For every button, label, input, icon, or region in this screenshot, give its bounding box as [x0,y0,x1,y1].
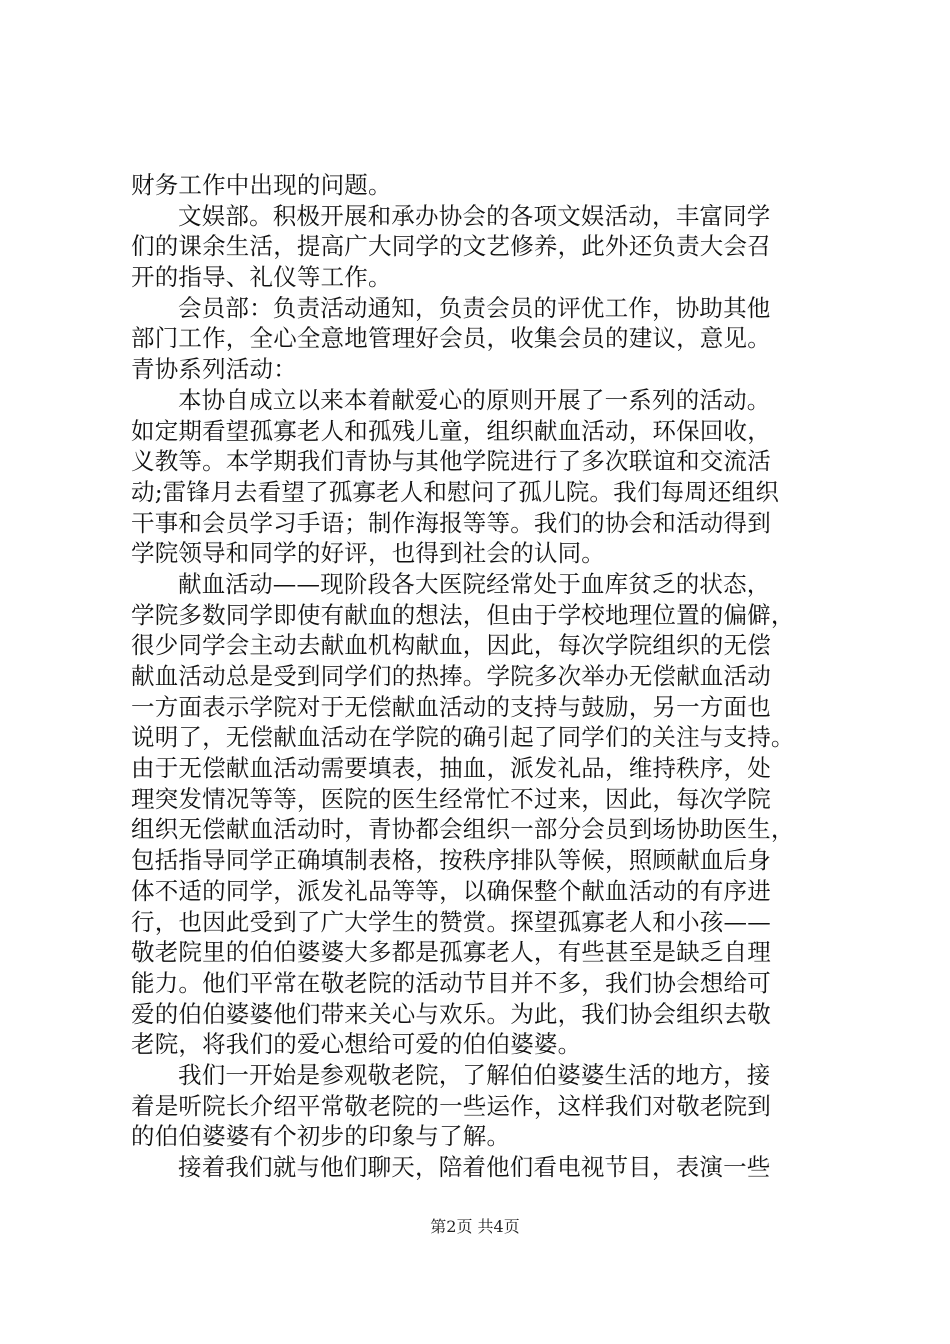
text-line: 爱的伯伯婆婆他们带来关心与欢乐。为此，我们协会组织去敬 [131,999,771,1028]
text-line: 青协系列活动： [131,355,297,384]
text-line: 老院，将我们的爱心想给可爱的伯伯婆婆。 [131,1030,582,1059]
text-line: 财务工作中出现的问题。 [131,171,392,199]
text-line: 文娱部。积极开展和承办协会的各项文娱活动，丰富同学 [178,201,771,230]
text-line: 体不适的同学，派发礼品等等，以确保整个献血活动的有序进 [131,876,771,905]
text-line: 组织无偿献血活动时，青协都会组织一部分会员到场协助医生， [131,815,795,844]
text-line: 接着我们就与他们聊天，陪着他们看电视节目，表演一些 [178,1153,771,1181]
text-line: 说明了，无偿献血活动在学院的确引起了同学们的关注与支持。 [131,723,795,752]
text-line: 很少同学会主动去献血机构献血，因此，每次学院组织的无偿 [131,631,771,660]
page-footer: 第2页 共4页 [430,1217,520,1236]
text-line: 开的指导、礼仪等工作。 [131,263,392,292]
text-line: 学院多数同学即使有献血的想法，但由于学校地理位置的偏僻， [131,600,795,629]
text-line: 会员部：负责活动通知，负责会员的评优工作，协助其他 [178,293,771,322]
text-line: 干事和会员学习手语；制作海报等等。我们的协会和活动得到 [131,508,771,537]
text-line: 义教等。本学期我们青协与其他学院进行了多次联谊和交流活 [131,447,771,476]
text-line: 献血活动总是受到同学们的热捧。学院多次举办无偿献血活动 [131,662,771,690]
document-body [131,170,831,1183]
text-line: 献血活动——现阶段各大医院经常处于血库贫乏的状态， [178,569,771,598]
text-line: 的伯伯婆婆有个初步的印象与了解。 [131,1122,511,1151]
text-line: 敬老院里的伯伯婆婆大多都是孤寡老人，有些甚至是缺乏自理 [131,938,771,967]
text-line: 部门工作，全心全意地管理好会员，收集会员的建议，意见。 [131,324,771,353]
text-line: 我们一开始是参观敬老院，了解伯伯婆婆生活的地方，接 [178,1060,771,1089]
text-line: 如定期看望孤寡老人和孤残儿童，组织献血活动，环保回收， [131,416,771,445]
text-line: 一方面表示学院对于无偿献血活动的支持与鼓励，另一方面也 [131,692,771,721]
text-line: 们的课余生活，提高广大同学的文艺修养，此外还负责大会召 [131,232,771,261]
text-line: 包括指导同学正确填制表格，按秩序排队等候，照顾献血后身 [131,846,771,875]
text-line: 由于无偿献血活动需要填表，抽血，派发礼品，维持秩序，处 [131,754,771,783]
text-line: 行，也因此受到了广大学生的赞赏。探望孤寡老人和小孩—— [131,907,771,936]
text-line: 学院领导和同学的好评，也得到社会的认同。 [131,539,605,568]
text-line: 着是听院长介绍平常敬老院的一些运作，这样我们对敬老院到 [131,1091,771,1120]
text-line: 动;雷锋月去看望了孤寡老人和慰问了孤儿院。我们每周还组织 [131,477,780,506]
text-line: 理突发情况等等，医院的医生经常忙不过来，因此，每次学院 [131,784,771,813]
text-line: 能力。他们平常在敬老院的活动节目并不多，我们协会想给可 [131,968,771,997]
text-line: 本协自成立以来本着献爱心的原则开展了一系列的活动。 [178,385,771,414]
